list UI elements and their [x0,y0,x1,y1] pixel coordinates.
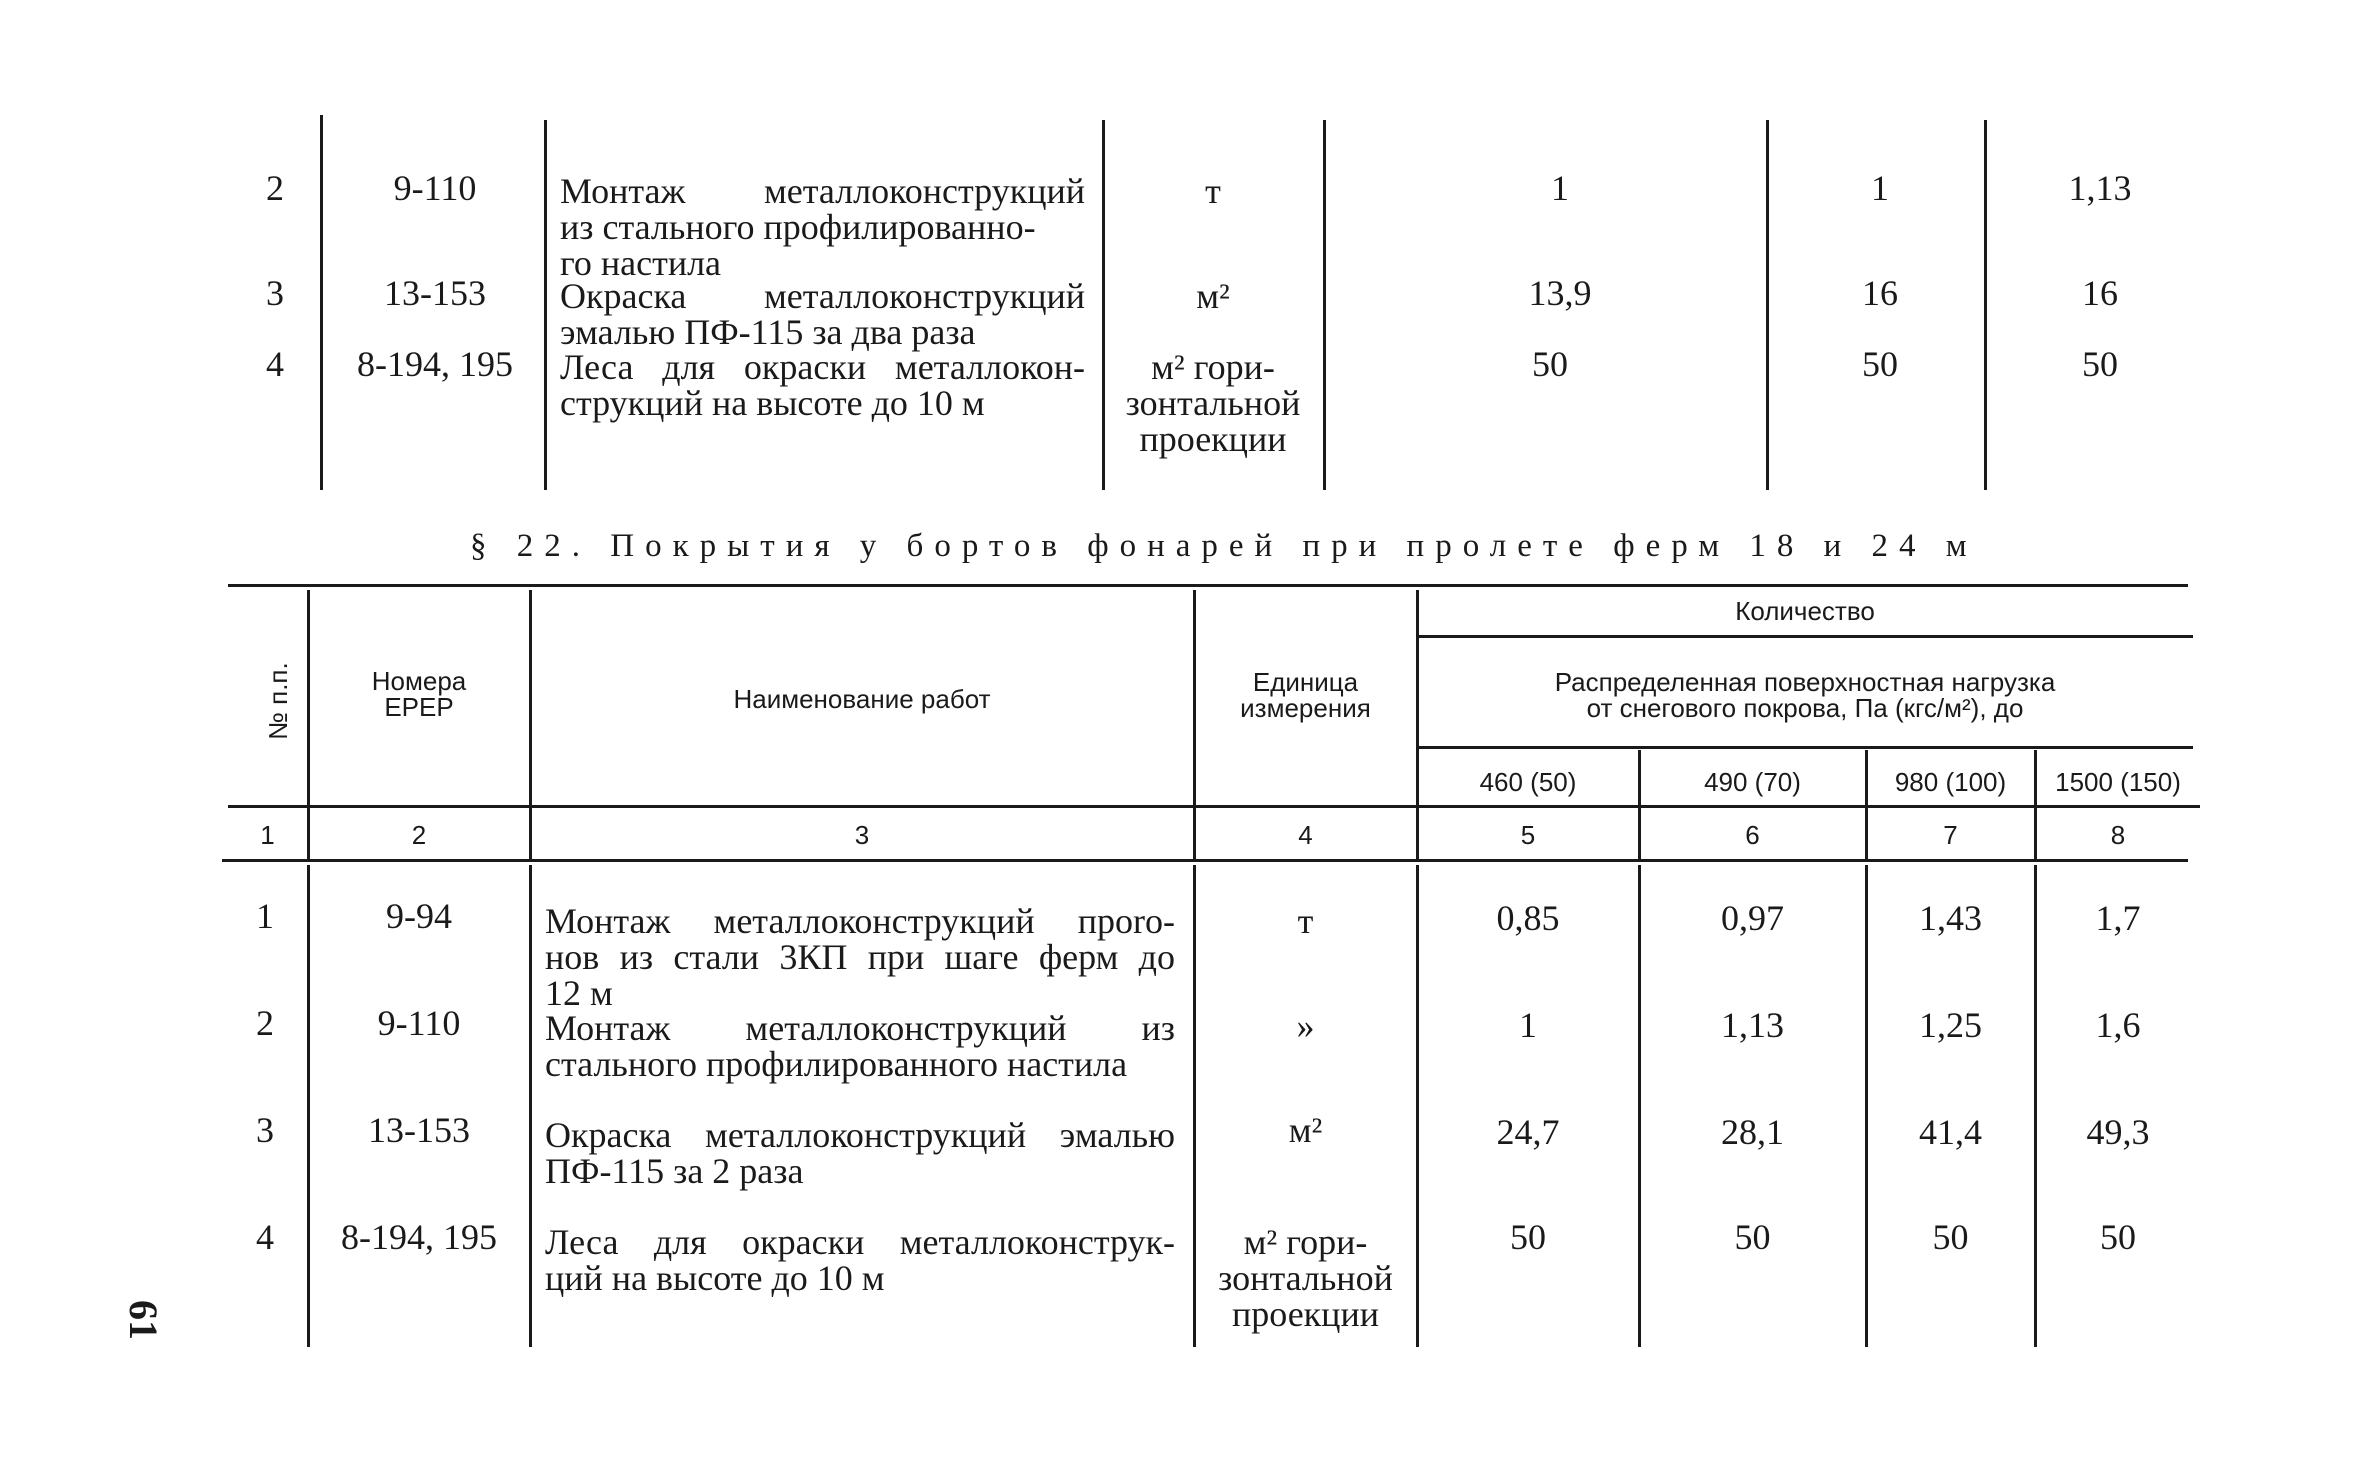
top-row-name: Леса для окраски металлокон- [560,347,1085,387]
top-row-unit: проекции [1139,419,1287,459]
top-rule-2 [544,120,547,490]
row-name: ций на высоте до 10 м [545,1258,885,1298]
row-value-460: 24,7 [1496,1112,1560,1152]
top-rule-3 [1102,120,1105,490]
row-unit: проекции [1232,1294,1379,1334]
body-rule [307,865,310,1347]
row-name: Монтаж металлоконструкций из [545,1008,1175,1048]
top-row-name: из стального профилированно- [560,207,1036,247]
top-rule-6 [1984,120,1987,490]
top-rule-1 [320,115,323,490]
header-load-980: 980 (100) [1894,767,2007,797]
row-num: 1 [256,896,274,936]
row-name: ПФ-115 за 2 раза [545,1151,804,1191]
row-code: 9-94 [386,896,452,936]
top-row-q1: 1 [1551,168,1569,208]
quantity-rule [1418,635,2193,638]
top-row-unit: зонтальной [1125,383,1301,423]
top-row-num: 4 [266,344,284,384]
col-number: 8 [2110,820,2126,850]
row-code: 9-110 [377,1003,461,1043]
top-row-code: 9-110 [393,168,477,208]
header-load-1500: 1500 (150) [2055,767,2181,797]
row-num: 2 [256,1003,274,1043]
top-row-num: 3 [266,273,284,313]
header-rule [1638,750,1641,860]
body-rule [2034,865,2037,1347]
row-value-460: 1 [1519,1005,1537,1045]
row-name: стального профилированного настила [545,1044,1128,1084]
row-value-490: 28,1 [1721,1112,1784,1152]
row-unit: » [1296,1006,1315,1046]
row-value-980: 1,43 [1919,898,1982,938]
top-row-num: 2 [266,168,284,208]
header-bottom-rule [228,805,2200,808]
col-numbers-rule [222,859,2188,862]
top-row-unit: т [1205,171,1221,211]
top-rule-5 [1766,120,1769,490]
header-quantity: Количество [1735,596,1875,626]
header-load-490: 490 (70) [1704,767,1801,797]
row-value-490: 1,13 [1721,1005,1784,1045]
row-value-980: 50 [1932,1217,1969,1257]
col-number: 1 [260,820,275,850]
header-rule [1416,590,1419,860]
body-rule [1193,865,1196,1347]
row-unit: зонтальной [1218,1258,1393,1298]
header-load: Распределенная поверхностная нагрузка [1554,667,2056,697]
top-row-q2: 50 [1862,344,1898,384]
section-title: § 22. Покрытия у бортов фонарей при пролете ферм 18 и 24 м [470,528,1978,564]
col-number: 5 [1520,820,1536,850]
body-rule [1638,865,1641,1347]
col-number: 2 [411,820,427,850]
load-rule [1418,746,2193,749]
row-name: Окраска металлоконструкций эмалью [545,1115,1175,1155]
row-unit: м² гори- [1243,1222,1368,1262]
row-name: 12 м [545,973,613,1013]
top-row-unit: м² гори- [1151,347,1275,387]
header-unit: Единица [1252,667,1359,697]
row-value-980: 1,25 [1919,1005,1982,1045]
top-row-name: эмалью ПФ-115 за два раза [560,312,976,352]
top-row-unit: м² [1196,276,1230,316]
top-row-name: струкций на высоте до 10 м [560,383,985,423]
row-value-1500: 1,7 [2095,898,2141,938]
top-row-name: Монтаж металлоконструкций [560,171,1085,211]
row-value-1500: 50 [2100,1217,2136,1257]
row-value-490: 50 [1734,1217,1771,1257]
row-value-980: 41,4 [1919,1112,1982,1152]
header-code: Номера [371,666,467,696]
top-row-q3: 50 [2082,344,2118,384]
header-load-460: 460 (50) [1479,767,1577,797]
header-rule [2034,750,2037,860]
row-num: 3 [256,1110,274,1150]
header-rule [1865,750,1868,860]
top-row-q2: 1 [1871,168,1889,208]
col-number: 6 [1745,820,1760,850]
header-name: Наименование работ [733,684,991,714]
top-row-code: 13-153 [384,273,486,313]
body-rule [1416,865,1419,1347]
row-code: 8-194, 195 [341,1217,497,1257]
top-row-q3: 16 [2082,273,2118,313]
header-rule [529,590,532,860]
page-number: 61 [121,1300,166,1340]
top-row-name: Окраска металлоконструкций [560,276,1085,316]
header-unit: измерения [1240,693,1371,723]
top-row-q3: 1,13 [2068,168,2132,208]
top-row-name: го настила [560,243,722,283]
header-code: ЕРЕР [384,692,454,722]
row-value-1500: 1,6 [2095,1005,2141,1045]
header-rule [307,590,310,860]
top-row-q2: 16 [1862,273,1898,313]
col-number: 7 [1943,820,1958,850]
body-rule [529,865,532,1347]
col-number: 4 [1298,820,1313,850]
table-top-rule [228,584,2188,587]
row-value-460: 50 [1510,1217,1546,1257]
body-rule [1865,865,1868,1347]
header-rule [1193,590,1196,860]
header-load: от снегового покрова, Па (кгс/м²), до [1586,693,2024,723]
top-row-q1: 13,9 [1528,273,1592,313]
row-name: нов из стали 3КП при шаге ферм до [545,937,1175,977]
row-value-460: 0,85 [1496,898,1560,938]
row-name: Монтаж металлоконструкций проrо- [545,901,1175,941]
header-num: № п.п. [263,662,293,740]
row-unit: т [1297,901,1314,941]
row-num: 4 [256,1217,274,1257]
row-name: Леса для окраски металлоконструк- [545,1222,1175,1262]
row-value-1500: 49,3 [2086,1112,2150,1152]
top-rule-4 [1323,120,1326,490]
row-unit: м² [1288,1110,1323,1150]
top-row-code: 8-194, 195 [357,344,513,384]
row-code: 13-153 [368,1110,470,1150]
col-number: 3 [854,820,870,850]
row-value-490: 0,97 [1721,898,1784,938]
top-row-q1: 50 [1532,344,1568,384]
